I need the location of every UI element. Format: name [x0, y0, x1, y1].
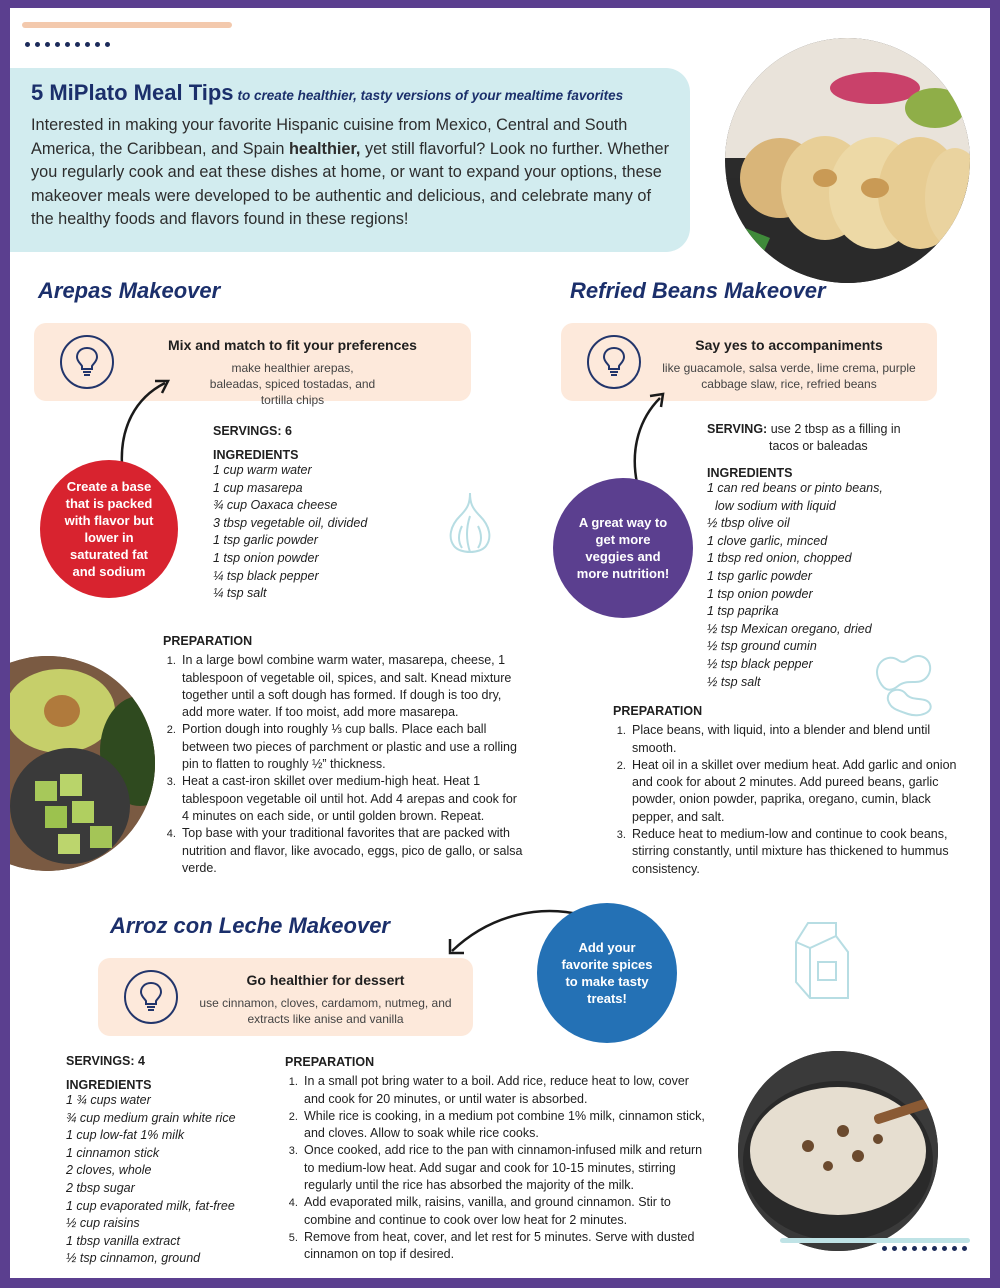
ingredient-item: ½ tsp Mexican oregano, dried: [707, 621, 872, 636]
ingredient-item: ¾ cup medium grain white rice: [66, 1110, 236, 1125]
arepas-tip-box: [34, 323, 471, 407]
arepas-photo: [725, 38, 970, 283]
arroz-servings: [66, 1053, 145, 1070]
beans-tip-text: like guacamole, salsa verde, lime crema, purple cabbage slaw, rice, refried beans: [662, 361, 916, 391]
preparation-step: 3. Heat a cast-iron skillet over medium-high heat. Heat 1 tablespoon vegetable oil until hot. Add 4 arepas and cook for 4 minutes on each side, or until golden brown. Repeat.: [179, 773, 523, 825]
ingredient-item: 1 tsp garlic powder: [707, 568, 812, 583]
preparation-step: 2. Heat oil in a skillet over medium heat. Add garlic and onion and cook for about 2 minutes. Add pureed beans, garlic powder, onion powder, paprika, oregano, cumin, black pepper, and salt.: [629, 757, 963, 826]
ingredient-item: ½ tsp ground cumin: [707, 639, 817, 654]
arroz-title: Arroz con Leche Makeover: [110, 913, 390, 938]
avocado-photo: [10, 656, 155, 871]
beans-tip-box: [561, 323, 937, 401]
ingredients-list: [66, 1092, 236, 1268]
ingredient-item: 1 tsp onion powder: [213, 550, 319, 565]
arroz-photo: [738, 1051, 938, 1251]
ingredient-item: 1 tsp onion powder: [707, 586, 813, 601]
decorative-line: [780, 1238, 970, 1243]
garlic-icon: [440, 488, 500, 558]
ingredients-label: INGREDIENTS: [66, 1078, 152, 1092]
ingredient-item: 2 tbsp sugar: [66, 1180, 135, 1195]
preparation-steps: [285, 1073, 705, 1263]
beans-title: Refried Beans Makeover: [570, 278, 826, 303]
page-title: [31, 80, 672, 106]
servings-text: SERVINGS: 4: [66, 1054, 145, 1068]
preparation-step: 2. Portion dough into roughly ⅓ cup balls. Place each ball between two pieces of parchment or plastic and use a rolling pin to flatten to roughly ½” thickness.: [179, 721, 523, 773]
ingredient-item: 1 tsp paprika: [707, 604, 779, 619]
arroz-preparation: [285, 1054, 705, 1264]
ingredient-item: 1 clove garlic, minced: [707, 533, 828, 548]
ingredients-label: INGREDIENTS: [707, 466, 793, 480]
ingredient-item: 2 cloves, whole: [66, 1163, 152, 1178]
beans-tip-heading: Say yes to accompaniments: [695, 337, 883, 353]
arroz-callout-bubble: Add your favorite spices to make tasty treats!: [537, 903, 677, 1043]
ingredient-item: 1 cinnamon stick: [66, 1145, 160, 1160]
decorative-bar: [22, 22, 232, 28]
ingredient-item: low sodium with liquid: [715, 498, 836, 513]
preparation-label: PREPARATION: [163, 634, 253, 648]
ingredient-item: 1 cup evaporated milk, fat-free: [66, 1198, 235, 1213]
arepas-ingredients: [213, 448, 367, 603]
intro-paragraph: [31, 114, 672, 232]
serving-text: use 2 tbsp as a filling in: [770, 422, 901, 436]
ingredient-item: 1 cup low-fat 1% milk: [66, 1128, 185, 1143]
ingredient-item: 1 tbsp red onion, chopped: [707, 551, 852, 566]
lightbulb-icon: [60, 335, 114, 389]
ingredients-list: [707, 480, 883, 691]
intro-text-1: Interested in making your favorite Hispanic cuisine from Mexico, Central and South America, the Caribbean, and Spain: [31, 116, 628, 158]
preparation-label: PREPARATION: [613, 704, 703, 718]
preparation-label: PREPARATION: [285, 1055, 375, 1069]
preparation-step: 5. Remove from heat, cover, and let rest for 5 minutes. Serve with dusted cinnamon on top if desired.: [301, 1229, 705, 1264]
recipe-page: [10, 8, 990, 1278]
preparation-step: 4. Top base with your traditional favorites that are packed with nutrition and flavor, like avocado, eggs, pico de gallo, or salsa verde.: [179, 825, 523, 877]
preparation-step: 1. In a small pot bring water to a boil. Add rice, reduce heat to low, cover and cook for 20 minutes, or until water is absorbed.: [301, 1073, 705, 1108]
arroz-ingredients: [66, 1078, 236, 1268]
ingredient-item: ¼ tsp black pepper: [213, 568, 319, 583]
beans-preparation: [613, 703, 963, 878]
ingredients-label: INGREDIENTS: [213, 448, 299, 462]
arepas-servings: [213, 423, 292, 440]
preparation-steps: [163, 652, 523, 877]
arepas-tip-heading: Mix and match to fit your preferences: [168, 337, 417, 353]
beans-ingredients: [707, 466, 883, 691]
ingredient-item: ½ tsp black pepper: [707, 656, 813, 671]
intro-text-2: yet still flavorful? Look no further. Whether you regularly cook and eat these dishes at home, or want to expand your options, these makeover meals were developed to be authentic and delicious, and celebrate many of the healthy foods and flavors found in these regions!: [31, 139, 670, 228]
arepas-preparation: [163, 633, 523, 877]
milk-carton-icon: [790, 918, 855, 1003]
serving-label: SERVING:: [707, 422, 768, 436]
preparation-step: 2. While rice is cooking, in a medium pot combine 1% milk, cinnamon stick, and cloves. Allow to soak while rice cooks.: [301, 1108, 705, 1143]
subtitle-text: to create healthier, tasty versions of your mealtime favorites: [237, 88, 624, 103]
arroz-tip-heading: Go healthier for dessert: [246, 972, 405, 988]
arroz-tip-box: [98, 958, 473, 1036]
servings-text: SERVINGS: 6: [213, 424, 292, 438]
ingredient-item: ½ tbsp olive oil: [707, 516, 790, 531]
preparation-steps: [613, 722, 963, 878]
ingredient-item: 1 ¾ cups water: [66, 1093, 151, 1107]
serving-text-2: tacos or baleadas: [769, 439, 868, 453]
ingredient-item: ½ cup raisins: [66, 1216, 140, 1231]
decorative-dots: [25, 42, 110, 47]
ingredient-item: ½ tsp salt: [707, 674, 761, 689]
arepas-callout-bubble: Create a base that is packed with flavor but lower in saturated fat and sodium: [40, 460, 178, 598]
ingredient-item: 1 tsp garlic powder: [213, 533, 318, 548]
ingredient-item: 1 tbsp vanilla extract: [66, 1233, 180, 1248]
ingredient-item: ¾ cup Oaxaca cheese: [213, 498, 338, 513]
ingredients-list: [213, 462, 367, 603]
intro-text-bold: healthier,: [288, 139, 361, 158]
beans-serving: [707, 421, 901, 455]
ingredient-item: 1 cup warm water: [213, 463, 312, 477]
arrow-icon: [110, 373, 190, 473]
lightbulb-icon: [587, 335, 641, 389]
arroz-tip-text: use cinnamon, cloves, cardamom, nutmeg, and extracts like anise and vanilla: [199, 996, 452, 1026]
arepas-tip-text: make healthier arepas, baleadas, spiced tostadas, and tortilla chips: [209, 361, 376, 407]
ingredient-item: 1 can red beans or pinto beans,: [707, 481, 883, 495]
ingredient-item: ¼ tsp salt: [213, 586, 267, 601]
arepas-title: Arepas Makeover: [38, 278, 221, 303]
preparation-step: 1. Place beans, with liquid, into a blender and blend until smooth.: [629, 722, 963, 757]
preparation-step: 3. Once cooked, add rice to the pan with cinnamon-infused milk and return to medium-low heat. Add sugar and cook for 10-15 minutes, stirring regularly until the rice has absorbed the majority of the milk.: [301, 1142, 705, 1194]
lightbulb-icon: [124, 970, 178, 1024]
preparation-step: 3. Reduce heat to medium-low and continue to cook beans, stirring constantly, until mixture has thickened to hummus consistency.: [629, 826, 963, 878]
arrow-icon: [625, 388, 685, 488]
ingredient-item: 1 cup masarepa: [213, 480, 303, 495]
intro-panel: [10, 68, 690, 252]
decorative-dots: [882, 1246, 967, 1251]
beans-callout-bubble: A great way to get more veggies and more nutrition!: [553, 478, 693, 618]
ingredient-item: 3 tbsp vegetable oil, divided: [213, 515, 368, 530]
preparation-step: 1. In a large bowl combine warm water, masarepa, cheese, 1 tablespoon of vegetable oil, spices, and salt. Knead mixture together until a soft dough has formed. If dough is too dry, add more water. If too moist, add more masarepa.: [179, 652, 523, 721]
preparation-step: 4. Add evaporated milk, raisins, vanilla, and ground cinnamon. Stir to combine and continue to cook over low heat for 2 minutes.: [301, 1194, 705, 1229]
title-text: 5 MiPlato Meal Tips: [31, 80, 234, 105]
ingredient-item: ½ tsp cinnamon, ground: [66, 1251, 201, 1266]
